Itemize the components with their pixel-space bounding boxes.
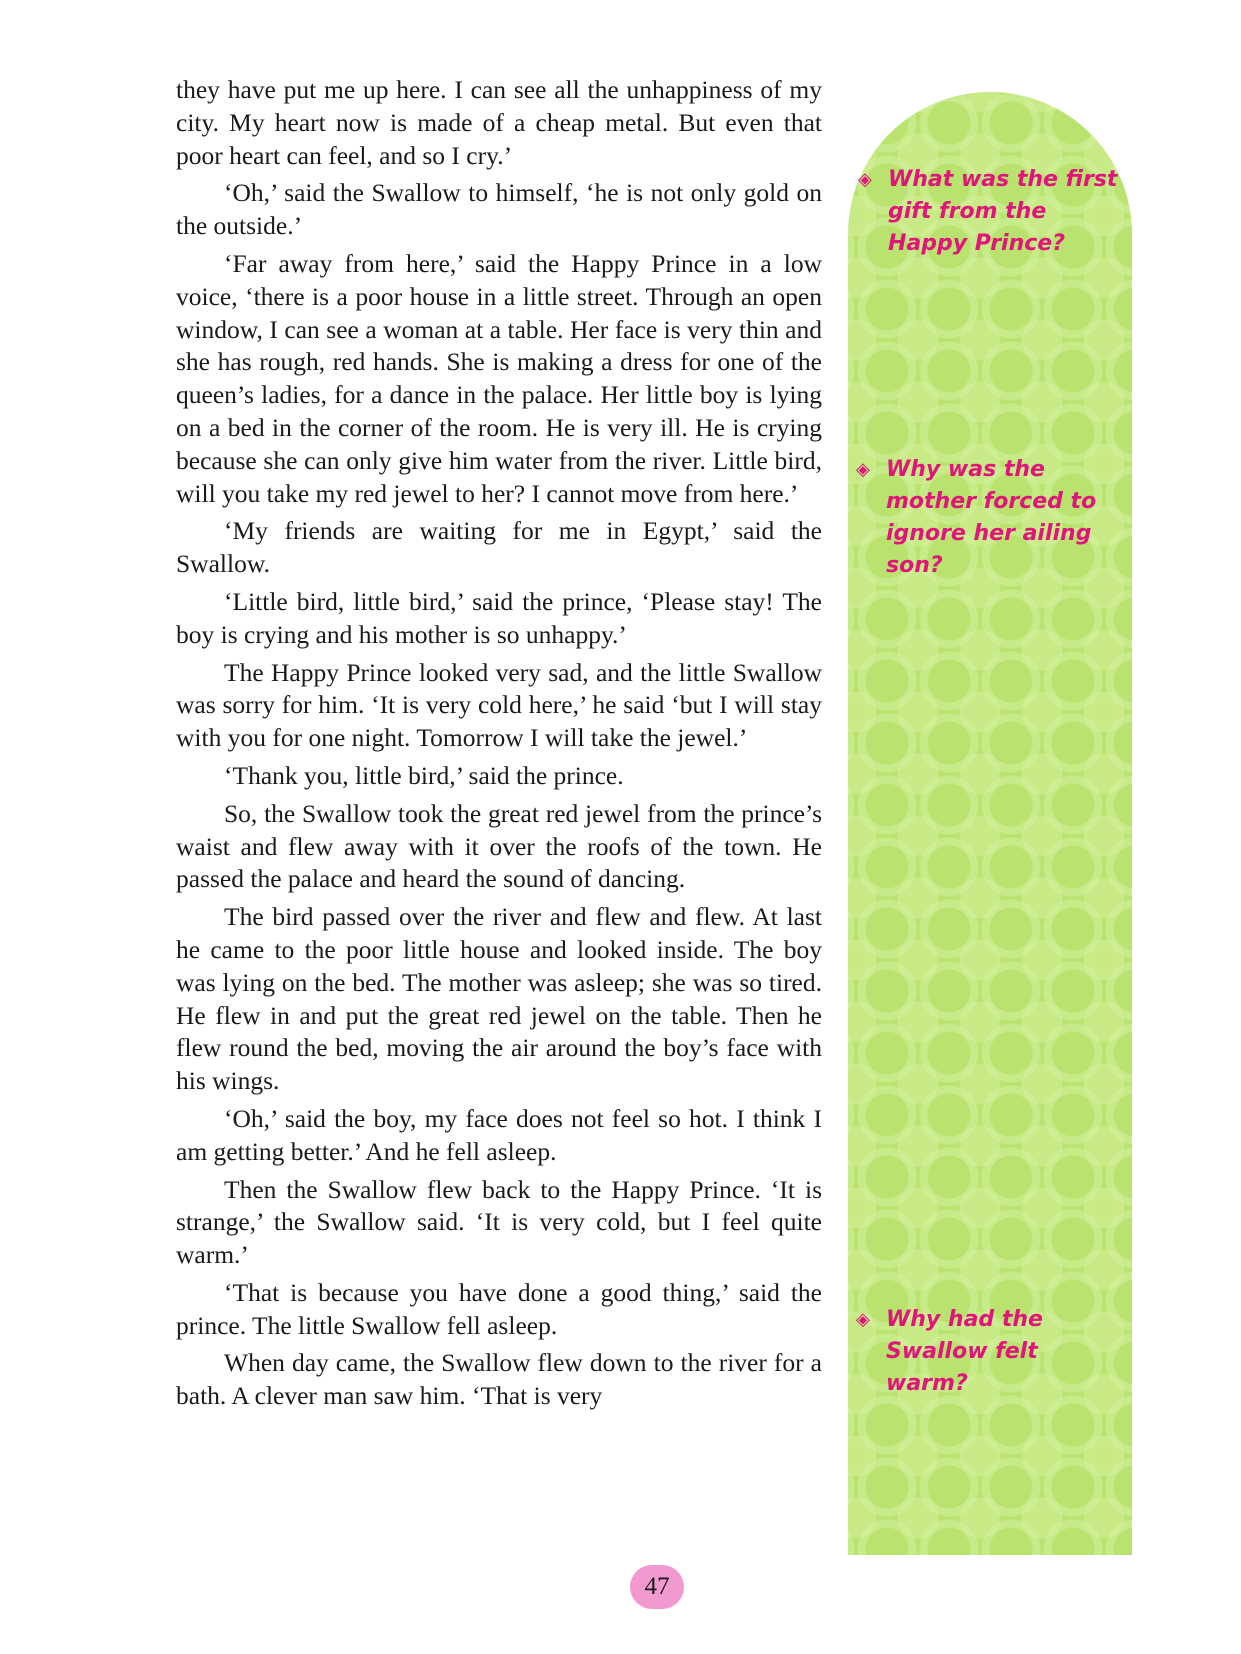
diamond-bullet-icon: ◈ [856, 459, 870, 480]
question-text: What was the first gift from the Happy Prince? [888, 167, 1118, 256]
sidebar-question-1 [858, 164, 1118, 260]
question-text: Why had the Swallow felt warm? [886, 1307, 1043, 1396]
diamond-bullet-icon: ◈ [856, 1309, 870, 1330]
sidebar-question-3 [856, 1304, 1116, 1400]
page-number: 47 [630, 1565, 684, 1609]
story-paragraph: ‘Thank you, little bird,’ said the prince. [224, 760, 624, 790]
story-paragraph: ‘That is because you have done a good thing,’ said the prince. The little Swallow fell asleep. [176, 1277, 822, 1340]
story-paragraph: When day came, the Swallow flew down to the river for a bath. A clever man saw him. ‘That is very [176, 1348, 822, 1411]
story-paragraph: ‘Little bird, little bird,’ said the prince, ‘Please stay! The boy is crying and his mother is so unhappy.’ [176, 586, 822, 649]
story-paragraph: Then the Swallow flew back to the Happy Prince. ‘It is strange,’ the Swallow said. ‘It is very cold, but I feel quite warm.’ [176, 1174, 822, 1270]
story-paragraph: ‘Oh,’ said the boy, my face does not feel so hot. I think I am getting better.’ And he fell asleep. [176, 1103, 822, 1166]
sidebar-question-2 [856, 454, 1116, 582]
story-paragraph: ‘Far away from here,’ said the Happy Prince in a low voice, ‘there is a poor house in a little street. Through an open window, I can see a woman at a table. Her face is very thin and she has rough, red hands. She is making a dress for one of the queen’s ladies, for a dance in the palace. Her little boy is lying on a bed in the corner of the room. He is very ill. He is crying because she can only give him water from the river. Little bird, will you take my red jewel to her? I cannot move from here.’ [176, 248, 822, 508]
story-paragraph: The Happy Prince looked very sad, and the little Swallow was sorry for him. ‘It is very cold here,’ he said ‘but I will stay with you for one night. Tomorrow I will take the jewel.’ [176, 657, 822, 753]
story-paragraph: ‘Oh,’ said the Swallow to himself, ‘he is not only gold on the outside.’ [176, 178, 822, 241]
story-paragraph: ‘My friends are waiting for me in Egypt,’ said the Swallow. [176, 516, 822, 579]
story-paragraph: they have put me up here. I can see all the unhappiness of my city. My heart now is made of a cheap metal. But even that poor heart can feel, and so I cry.’ [176, 75, 822, 170]
diamond-bullet-icon: ◈ [858, 169, 872, 190]
story-paragraph: The bird passed over the river and flew and flew. At last he came to the poor little house and looked inside. The boy was lying on the bed. The mother was asleep; she was so tired. He flew in and put the great red jewel on the table. Then he flew round the bed, moving the air around the boy’s face with his wings. [176, 902, 822, 1096]
story-text [176, 74, 822, 1418]
question-text: Why was the mother forced to ignore her ailing son? [886, 457, 1097, 578]
story-paragraph: So, the Swallow took the great red jewel from the prince’s waist and flew away with it over the roofs of the town. He passed the palace and heard the sound of dancing. [176, 798, 822, 894]
